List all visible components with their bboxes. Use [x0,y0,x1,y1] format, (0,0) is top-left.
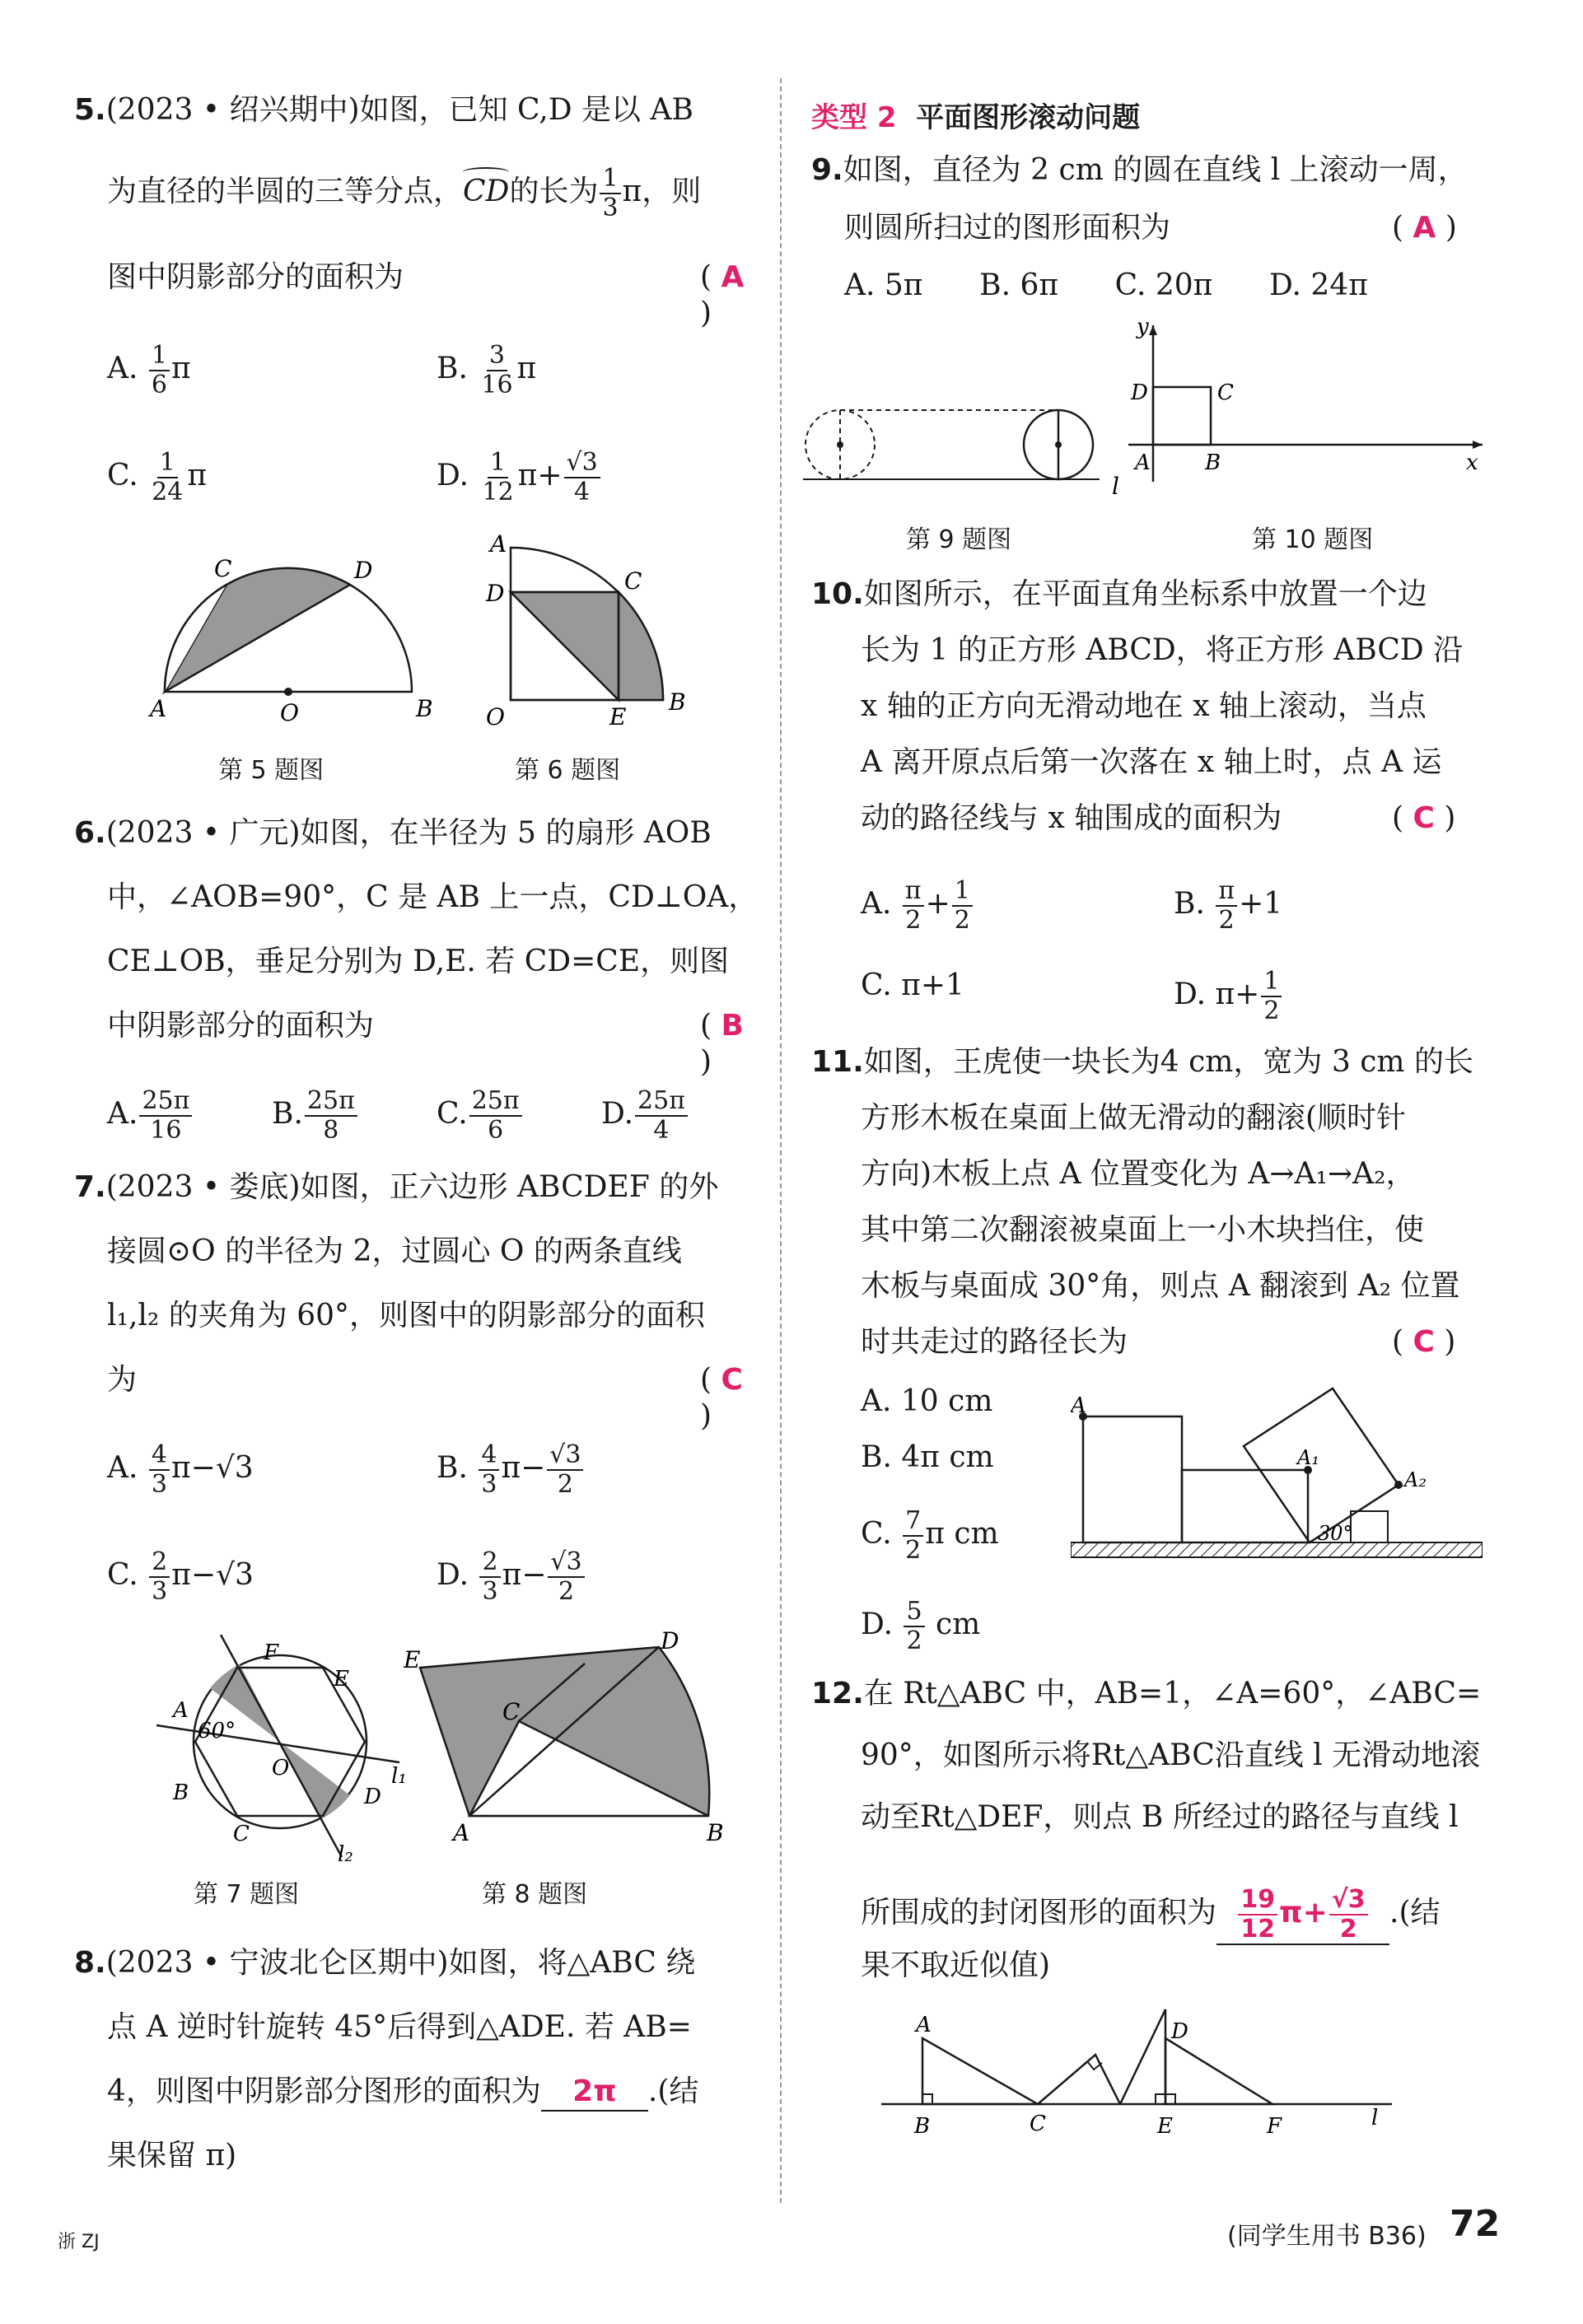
label-a: A [1071,1393,1086,1418]
label-x: x [1466,450,1478,475]
answer: A [721,260,745,294]
question-text: 如图，直径为 2 cm 的圆在直线 l 上滚动一周， [843,153,1468,187]
label-l2: l₂ [338,1842,353,1865]
label-d: D [1171,2019,1188,2044]
label-o: O [280,699,299,725]
question-text: A 离开原点后第一次落在 x 轴上时，点 A 运 [861,745,1442,779]
question-number: 11. [811,1045,864,1079]
figure-7-caption: 第 7 题图 [194,1880,300,1909]
answer-bracket: ( B ) [700,1009,744,1079]
label-f: F [1267,2114,1282,2139]
question-text: 则圆所扫过的图形面积为 [844,211,1171,245]
label-d: D [354,557,373,584]
label-c: C [233,1822,250,1846]
figure-6 [461,527,758,733]
label-b: B [173,1780,189,1805]
footer-region: 浙 ZJ [58,2232,100,2252]
question-text: 如图，王虎使一块长为4 cm，宽为 3 cm 的长 [863,1045,1473,1079]
triangle-rolled-2 [1120,2009,1165,2104]
answer-bracket: ( C ) [700,1363,743,1433]
label-b: B [914,2114,931,2139]
figure-6-caption: 第 6 题图 [515,756,621,785]
options: A. 5π B. 6π C. 20π D. 24π [844,268,1368,302]
answer: C [1413,1325,1435,1359]
option-d: D. $\frac{5}{2}$ cm [861,1597,981,1655]
start-center [837,441,843,448]
option-d: D. $\frac{25\pi}{4}$ [601,1087,689,1145]
shaded-region [511,592,663,700]
option-c: C. $\frac{7}{2}$ π cm [861,1506,999,1565]
question-text: 为 [107,1363,138,1397]
answer: 19 [1238,1886,1277,1916]
answer-blank: $\frac{19}{12}$ π+ $\frac{√3}{2}$ [1216,1886,1389,1945]
answer-blank [541,2074,648,2112]
label-c: C [624,567,642,595]
label-b: B [416,695,433,722]
option-b: B. $\frac{25\pi}{8}$ [272,1087,359,1145]
figure-10-caption: 第 10 题图 [1252,525,1374,554]
small-block [1351,1511,1388,1542]
question-number: 10. [811,577,864,611]
question-number: 5. [74,93,106,127]
option-b: B. $\frac{4}{3}$ π− $\frac{√3}{2}$ [437,1441,585,1499]
answer-bracket: ( C ) [1392,1325,1456,1359]
section-title: 平面图形滚动问题 [916,101,1141,134]
question-text: 中，∠AOB=90°，C 是 AB 上一点，CD⊥OA， [107,880,759,914]
question-number: 8. [74,1946,106,1980]
question-text: 其中第二次翻滚被桌面上一小木块挡住，使 [861,1213,1425,1247]
point-a2 [1394,1481,1403,1489]
answer: A [1413,211,1436,245]
figure-10 [1128,317,1491,482]
figure-7 [148,1635,428,1865]
label-c: C [502,1698,521,1725]
option-a: A. $\frac{1}{6}$ π [107,341,191,399]
arc-label: CD [463,174,509,210]
answer: B [721,1009,744,1043]
triangle-abc [922,2038,1038,2104]
label-l1: l₁ [391,1764,407,1789]
label-d: D [486,580,505,607]
label-a: A [916,2013,932,2037]
right-angle-e2 [1165,2094,1175,2104]
question-text: 在 Rt△ABC 中，AB=1，∠A=60°，∠ABC= [863,1677,1482,1710]
question-text: (2023 • 宁波北仑区期中)如图，将△ABC 绕 [105,1946,696,1980]
arc-mark [463,167,509,177]
question-text: 果不取近似值) [861,1948,1051,1982]
answer-bracket: ( A ) [1392,211,1457,245]
label-a: A [150,695,167,722]
label-e: E [609,703,627,730]
figure-12 [881,1997,1408,2145]
figure-11 [1071,1384,1483,1569]
question-text: 点 A 逆时针旋转 45°后得到△ADE. 若 AB= [107,2010,692,2044]
board-position-2 [1182,1470,1308,1542]
label-l: l [1112,473,1119,500]
question-number: 6. [74,816,106,850]
question-text: 4，则图中阴影部分图形的面积为 [107,2074,541,2108]
label-o: O [272,1756,290,1780]
footer-book-ref: (同学生用书 B36) [1227,2222,1427,2251]
label-y: y [1137,317,1149,339]
figure-5-caption: 第 5 题图 [218,756,325,785]
label-b: B [1205,450,1221,475]
column-divider [780,78,782,2203]
label-b: B [707,1819,724,1846]
option-c: C. π+1 [861,968,964,1002]
label-a: A [453,1819,470,1846]
figure-8 [404,1631,749,1849]
table-surface [1071,1542,1483,1557]
question-text: l₁,l₂ 的夹角为 60°，则图中的阴影部分的面积 [107,1299,706,1332]
label-a2: A₂ [1404,1468,1427,1491]
option-c: C. $\frac{25\pi}{6}$ [437,1087,524,1145]
question-text: 长为 1 的正方形 ABCD，将正方形 ABCD 沿 [861,633,1464,667]
question-text: 木板与桌面成 30°角，则点 A 翻滚到 A₂ 位置 [861,1269,1460,1303]
triangle-def [1165,2038,1272,2104]
center-dot [284,688,292,696]
y-arrow [1149,325,1157,335]
option-d: D. $\frac{2}{3}$ π− $\frac{√3}{2}$ [437,1548,586,1606]
option-b: B. $\frac{\pi}{2}$ +1 [1174,876,1283,935]
angle-label: 60° [198,1719,236,1743]
option-d: D. π+ $\frac{1}{2}$ [1174,968,1283,1025]
x-arrow [1473,441,1483,449]
question-text: 动的路径线与 x 轴围成的面积为 [861,801,1282,835]
right-angle-b [922,2094,932,2104]
label-a: A [173,1698,189,1723]
right-angle-e1 [1156,2094,1165,2104]
question-number: 7. [74,1170,106,1204]
question-text: 果保留 π) [107,2139,237,2172]
label-o: O [486,703,505,730]
page-number: 72 [1450,2203,1501,2245]
option-c: C. $\frac{2}{3}$ π−√3 [107,1547,254,1606]
section-heading [811,95,1140,135]
option-a: A. $\frac{4}{3}$ π−√3 [107,1440,254,1499]
fraction: $\frac{1}{3}$ [600,165,620,222]
question-text: (2023 • 广元)如图，在半径为 5 的扇形 AOB [105,816,712,850]
option-c: C. $\frac{1}{24}$ π [107,448,208,506]
label-l: l [1371,2106,1379,2130]
label-a: A [1135,450,1151,475]
option-a: A. 10 cm [861,1384,993,1418]
question-number: 12. [811,1677,864,1710]
option-b: B. $\frac{3}{16}$ π [437,341,537,399]
answer-bracket: ( A ) [700,260,745,330]
label-d: D [1131,380,1148,405]
question-text: (2023 • 娄底)如图，正六边形 ABCDEF 的外 [105,1170,719,1204]
answer: 2π [572,2074,617,2108]
question-number: 9. [811,153,843,187]
question-text: 中阴影部分的面积为 [107,1009,375,1043]
square-abcd [1153,387,1211,445]
board-position-3 [1244,1388,1399,1542]
angle-label: 30° [1318,1522,1353,1545]
question-text: (2023 • 绍兴期中)如图，已知 C,D 是以 AB [105,93,693,127]
board-position-1 [1083,1416,1182,1542]
label-a: A [490,530,507,558]
question-text: 时共走过的路径长为 [861,1325,1128,1359]
answer-bracket: ( C ) [1392,801,1456,835]
question-text: x 轴的正方向无滑动地在 x 轴上滚动，当点 [861,689,1427,723]
option-d: D. $\frac{1}{12}$ π+ $\frac{√3}{4}$ [437,449,602,506]
triangle-rolled-1 [1038,2055,1120,2104]
label-e: E [1157,2114,1173,2139]
label-c: C [214,555,232,582]
label-b: B [669,688,686,716]
label-e: E [404,1646,421,1673]
answer: C [1413,801,1435,835]
question-text: 方形木板在桌面上做无滑动的翻滚(顺时针 [861,1101,1407,1135]
question-text: 如图所示，在平面直角坐标系中放置一个边 [863,577,1427,611]
label-c: C [1217,380,1234,405]
figure-9 [803,395,1149,506]
option-b: B. 4π cm [861,1440,994,1474]
question-text: 图中阴影部分的面积为 [107,260,404,294]
figure-8-caption: 第 8 题图 [482,1880,588,1909]
label-d: D [661,1631,679,1654]
question-text: 方向)木板上点 A 位置变化为 A→A₁→A₂， [861,1157,1416,1191]
label-a1: A₁ [1297,1446,1319,1469]
section-tag: 类型 2 [811,101,897,134]
question-text: 所围成的封闭图形的面积为 [861,1896,1217,1930]
question-text: 动至Rt△DEF，则点 B 所经过的路径与直线 l [861,1800,1459,1834]
label-d: D [364,1785,381,1809]
question-text: 接圆⊙O 的半径为 2，过圆心 O 的两条直线 [107,1234,682,1268]
question-text: 90°，如图所示将Rt△ABC沿直线 l 无滑动地滚 [861,1738,1481,1772]
option-a: A. $\frac{25\pi}{16}$ [107,1087,194,1145]
end-center [1055,441,1062,448]
question-text: 为直径的半圆的三等分点， [107,175,464,208]
option-a: A. $\frac{\pi}{2}$ + $\frac{1}{2}$ [861,877,974,935]
label-e: E [334,1667,349,1692]
label-c: C [1030,2112,1046,2136]
label-f: F [264,1640,279,1665]
figure-5 [148,552,494,725]
answer: C [721,1363,743,1397]
figure-9-caption: 第 9 题图 [906,525,1012,554]
question-text: CE⊥OB，垂足分别为 D,E. 若 CD=CE，则图 [107,945,730,978]
